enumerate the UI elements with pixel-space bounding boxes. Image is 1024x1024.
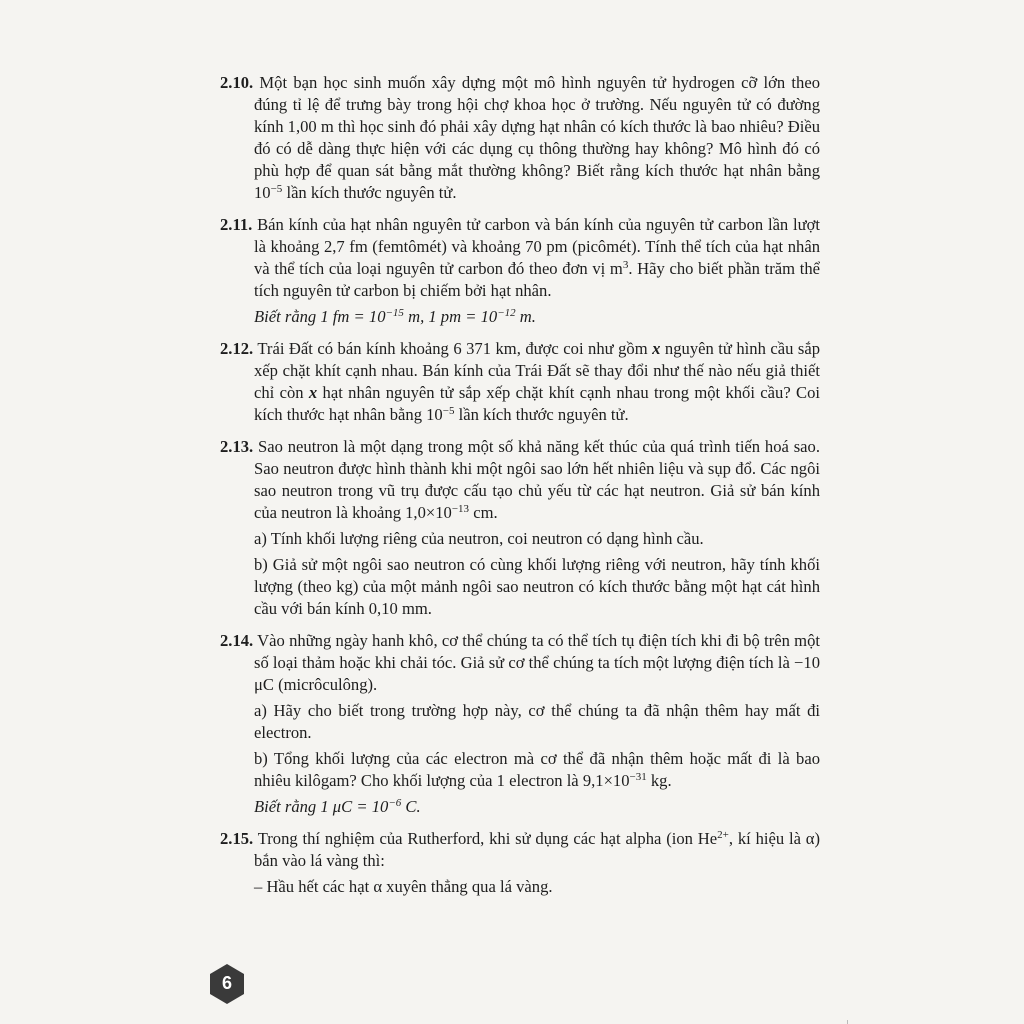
exercise-list bbox=[220, 72, 820, 908]
page-number: 6 bbox=[221, 973, 232, 993]
subquestion-a: a) Tính khối lượng riêng của neutron, coi neutron có dạng hình cầu. bbox=[254, 529, 704, 548]
problem-number: 2.13. bbox=[220, 437, 254, 456]
problem-text: 2.14. Vào những ngày hanh khô, cơ thể chúng ta có thể tích tụ điện tích khi đi bộ trên một số loại thảm hoặc khi chải tóc. Giả sử cơ thể chúng ta tích một lượng điện tích là −10 μC (micrôculông). bbox=[220, 631, 820, 694]
problem-text: 2.10. Một bạn học sinh muốn xây dựng một mô hình nguyên tử hydrogen cỡ lớn theo đúng tỉ lệ để trưng bày trong hội chợ khoa học ở trường. Nếu nguyên tử có đường kính 1,00 m thì học sinh đó phải xây dựng hạt nhân có kích thước là bao nhiêu? Điều đó có dễ dàng thực hiện với các dụng cụ thông thường hay không? Mô hình đó có phù hợp để quan sát bằng mắt thường không? Biết rằng kích thước hạt nhân bằng $10^{-5}$ lần kích thước nguyên tử. bbox=[220, 73, 820, 202]
problem-2-14 bbox=[220, 630, 820, 818]
problem-2-13 bbox=[220, 436, 820, 620]
problem-number: 2.15. bbox=[220, 829, 254, 848]
problem-number: 2.14. bbox=[220, 631, 254, 650]
subquestion-a: a) Hãy cho biết trong trường hợp này, cơ thể chúng ta đã nhận thêm hay mất đi electron. bbox=[254, 701, 820, 742]
variable-x: x bbox=[652, 339, 661, 358]
variable-x: x bbox=[308, 383, 318, 402]
problem-number: 2.10. bbox=[220, 73, 254, 92]
bullet-line: – Hầu hết các hạt α xuyên thẳng qua lá vàng. bbox=[254, 877, 553, 896]
problem-note: Biết rằng 1 fm = $10^{-15}$ m, 1 pm = $10^{-12}$ m. bbox=[254, 307, 536, 326]
problem-text: 2.11. Bán kính của hạt nhân nguyên tử carbon và bán kính của nguyên tử carbon lần lượt là khoảng 2,7 fm (femtômét) và khoảng 70 pm (picômét). Tính thể tích của hạt nhân và thể tích của loại nguyên tử carbon đó theo đơn vị $m^3$. Hãy cho biết phần trăm thể tích nguyên tử carbon bị chiếm bởi hạt nhân. bbox=[220, 215, 820, 300]
problem-number: 2.12. bbox=[220, 339, 254, 358]
problem-text: 2.15. Trong thí nghiệm của Rutherford, khi sử dụng các hạt alpha (ion $He^{2+}$, kí hiệu là α) bắn vào lá vàng thì: bbox=[220, 829, 820, 870]
subquestion-b: b) Tổng khối lượng của các electron mà cơ thể đã nhận thêm hoặc mất đi là bao nhiêu kilôgam? Cho khối lượng của 1 electron là $9,1\times 10^{-31}$ kg. bbox=[254, 749, 820, 790]
problem-2-12 bbox=[220, 338, 820, 426]
page-edge-mark bbox=[847, 1020, 848, 1024]
problem-2-11 bbox=[220, 214, 820, 328]
problem-text: 2.13. Sao neutron là một dạng trong một số khả năng kết thúc của quá trình tiến hoá sao. Sao neutron được hình thành khi một ngôi sao lớn hết nhiên liệu và sụp đổ. Các ngôi sao neutron trong vũ trụ được cấu tạo chủ yếu từ các hạt neutron. Giả sử bán kính của neutron là khoảng $1,0\times 10^{-13}$ cm. bbox=[220, 437, 820, 522]
problem-2-10 bbox=[220, 72, 820, 204]
problem-number: 2.11. bbox=[220, 215, 253, 234]
problem-text: 2.12. Trái Đất có bán kính khoảng 6 371 km, được coi như gồm x nguyên tử hình cầu sắp xếp chặt khít cạnh nhau. Bán kính của Trái Đất sẽ thay đổi như thế nào nếu giả thiết chỉ còn x hạt nhân nguyên tử sắp xếp chặt khít cạnh nhau trong một khối cầu? Coi kích thước hạt nhân bằng $10^{-5}$ lần kích thước nguyên tử. bbox=[220, 339, 821, 424]
problem-note: Biết rằng 1 $\mu C = 10^{-6}$ C. bbox=[254, 797, 421, 816]
problem-2-15 bbox=[220, 828, 820, 898]
page-number-badge bbox=[208, 963, 246, 1005]
subquestion-b: b) Giả sử một ngôi sao neutron có cùng khối lượng riêng với neutron, hãy tính khối lượng (theo kg) của một mảnh ngôi sao neutron có kích thước bằng một hạt cát hình cầu với bán kính 0,10 mm. bbox=[254, 555, 820, 618]
